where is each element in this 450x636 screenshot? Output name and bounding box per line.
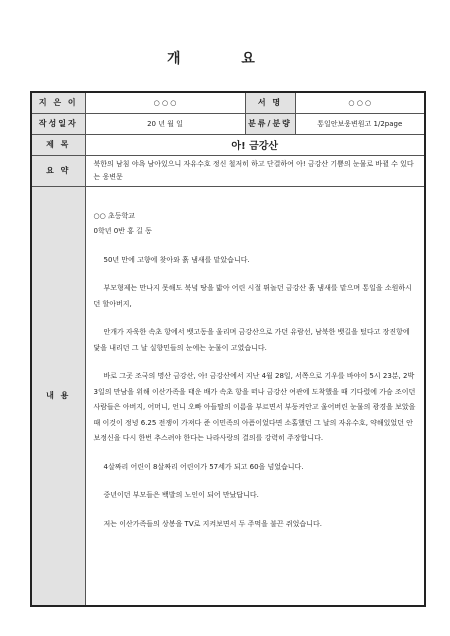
date-row [31,113,425,134]
signature-value: ○ ○ ○ [295,92,425,113]
paragraph-1: 50년 만에 고향에 찾아와 흙 냄새를 맡았습니다. [103,255,250,264]
category-label: 분류/분량 [245,113,295,134]
author-value: ○ ○ ○ [85,92,245,113]
content-label: 내 용 [31,186,85,606]
date-label: 작성일자 [31,113,85,134]
speaker-name: 0학년 0반 홍 길 동 [93,227,152,235]
content-body [85,186,425,606]
document-title: 개 요 [167,51,283,67]
subject-row [31,134,425,155]
paragraph-3: 안개가 자욱한 속초 항에서 뱃고동을 울리며 금강산으로 가던 유람선, 남북한 뱃길을 텄다고 장진항에 닻을 내리던 그 날 실향민들의 눈에는 눈물이 고였습니다. [93,328,410,352]
school-name: ○○ 초등학교 [93,211,135,220]
signature-label: 서 명 [245,92,295,113]
author-row [31,92,425,113]
paragraph-5: 4살짜리 어린이 8살짜리 어린이가 57세가 되고 60을 넘었습니다. [103,462,304,471]
paragraph-4: 바로 그곳 조국의 명산 금강산, 아! 금강산에서 지난 4월 28일, 서쪽으로 기우를 바야이 5시 23분, 2박 3일의 만남을 위해 이산가족을 태운 배가 속초 항을 떠나 금강산 여관에 도착했을 때 기다렸에 가슴 조이던 사람들은 아버지, 어머니, 언니 오빠 아들딸의 이름을 부르면서 부둥켜안고 울어버린 눈물의 광경을 보았을 때 이것이 정녕 6.25 전쟁이 가져다 준 이민족의 아픔이었다면 소홀했던 그 날의 자유수호, 약해있었던 안보정신을 다시 한번 추스려야 한다는 나라사랑의 결의를 강력히 주장합니다. [93,372,416,442]
summary-row [31,155,425,186]
paragraph-6: 중년이던 부모들은 백발의 노인이 되어 만났답니다. [103,491,259,499]
overview-table [30,91,426,607]
paragraph-2: 부모형제는 만나지 못해도 북녘 땅을 밟아 어린 시절 뛰놀던 금강산 흙 냄새를 맡으며 통일을 소원하시던 할아버지, [93,284,412,308]
summary-value: 북한의 남침 야욕 남아있으니 자유수호 정신 철저히 하고 단결하여 아! 금강산 기쁨의 눈물로 바뀔 수 있다는 웅변문 [85,155,425,186]
category-value: 통일안보웅변원고 1/2page [295,113,425,134]
content-row [31,186,425,606]
author-label: 지 은 이 [31,92,85,113]
subject-value: 아! 금강산 [85,134,425,155]
subject-label: 제 목 [31,134,85,155]
paragraph-7: 저는 이산가족들의 상봉을 TV로 지켜보면서 두 주먹을 불끈 쥐었습니다. [103,519,322,528]
date-value: 20 년 월 일 [85,113,245,134]
summary-label: 요 약 [31,155,85,186]
